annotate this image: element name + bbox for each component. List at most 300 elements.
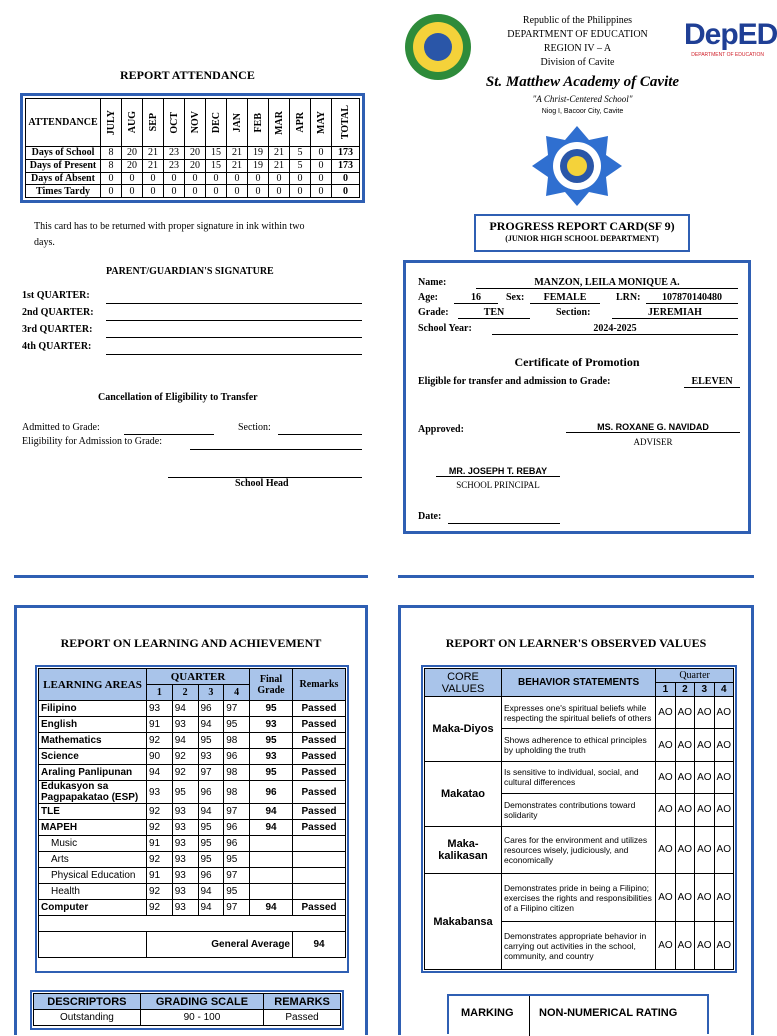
learning-area: Filipino: [39, 701, 147, 717]
attendance-corner-header: ATTENDANCE: [26, 99, 101, 147]
attendance-row: [26, 172, 360, 185]
remarks: Passed: [293, 749, 346, 765]
quarter-grade: 92: [172, 765, 198, 781]
attendance-cell: 5: [290, 147, 311, 160]
attendance-cell: 21: [143, 159, 164, 172]
values-rating: AO: [695, 922, 714, 970]
behavior-statement: Shows adherence to ethical principles by upholding the truth: [502, 729, 656, 761]
attendance-cell: 0: [332, 185, 360, 198]
values-rating: AO: [656, 761, 675, 793]
month-header: [206, 99, 227, 147]
month-header-label: NOV: [189, 111, 201, 134]
behavior-statement: Demonstrates appropriate behavior in carrying out activities in the school, community, and country: [502, 922, 656, 970]
attendance-cell: 0: [164, 185, 185, 198]
student-section: JEREMIAH: [612, 307, 738, 319]
values-rating: AO: [695, 729, 714, 761]
month-header: [311, 99, 332, 147]
attendance-cell: 0: [269, 172, 290, 185]
month-header-label: SEP: [147, 113, 159, 132]
cancellation-title: Cancellation of Eligibility to Transfer: [98, 392, 258, 403]
quarter-grade: 91: [147, 836, 173, 852]
quarter-grade: 95: [198, 836, 224, 852]
quarter-grade: 90: [147, 749, 173, 765]
learning-area: Health: [39, 884, 147, 900]
scale-outstanding: 90 - 100: [140, 1010, 263, 1026]
quarter-grade: 92: [147, 852, 173, 868]
quarter-grade: 93: [172, 868, 198, 884]
attendance-cell: 0: [227, 172, 248, 185]
remarks: [293, 852, 346, 868]
descriptors-header: DESCRIPTORS: [34, 994, 141, 1010]
month-header-label: FEB: [252, 112, 264, 133]
school-address: Niog I, Bacoor City, Cavite: [541, 108, 624, 115]
month-header: [164, 99, 185, 147]
eligibility-line: [190, 449, 362, 450]
remarks: Passed: [293, 733, 346, 749]
attendance-cell: 0: [122, 172, 143, 185]
quarter-grade: 91: [147, 717, 173, 733]
sex-label: Sex:: [506, 292, 525, 303]
learning-areas-header: LEARNING AREAS: [39, 669, 147, 701]
final-grade: 96: [250, 781, 293, 804]
signature-line: [106, 320, 362, 321]
school-head-label: School Head: [235, 478, 289, 489]
quarter-grade: 93: [147, 781, 173, 804]
quarter-grade: 92: [172, 749, 198, 765]
values-rating: AO: [695, 874, 714, 922]
attendance-cell: 8: [101, 159, 122, 172]
behavior-statement: Expresses one's spiritual beliefs while respecting the spiritual beliefs of others: [502, 697, 656, 729]
quarter-grade: 92: [147, 900, 173, 916]
values-rating: AO: [656, 794, 675, 826]
attendance-cell: 21: [269, 147, 290, 160]
learning-area: Computer: [39, 900, 147, 916]
learning-row: [39, 749, 346, 765]
values-title: REPORT ON LEARNER'S OBSERVED VALUES: [445, 636, 707, 650]
quarter-grade: 94: [172, 733, 198, 749]
header-line3: REGION IV – A: [543, 43, 612, 54]
fold-line-left: [14, 575, 368, 578]
quarter-grade: 95: [198, 852, 224, 868]
quarter-grade: 95: [224, 852, 250, 868]
final-grade: 95: [250, 701, 293, 717]
core-value: Makabansa: [425, 874, 502, 970]
quarter-grade: 97: [224, 900, 250, 916]
principal-name: MR. JOSEPH T. REBAY: [436, 466, 560, 477]
month-header: [248, 99, 269, 147]
attendance-row: [26, 185, 360, 198]
values-rating: AO: [675, 922, 694, 970]
section-label: Section:: [238, 422, 271, 433]
deped-logo: [684, 18, 777, 58]
school-year: 2024-2025: [492, 323, 738, 335]
learning-area: Araling Panlipunan: [39, 765, 147, 781]
final-grade: [250, 884, 293, 900]
values-rating: AO: [714, 697, 733, 729]
values-rating: AO: [695, 697, 714, 729]
learning-area: Mathematics: [39, 733, 147, 749]
quarter-grade: 97: [224, 804, 250, 820]
division-seal-logo: [405, 14, 471, 80]
remarks: [293, 884, 346, 900]
values-rating: AO: [714, 922, 733, 970]
remarks: Passed: [293, 717, 346, 733]
learning-row: [39, 852, 346, 868]
quarter-grade: 96: [224, 836, 250, 852]
learning-row: [39, 836, 346, 852]
quarter-grade: 98: [224, 733, 250, 749]
final-grade: 93: [250, 717, 293, 733]
values-quarter-number: 3: [695, 683, 714, 697]
general-average-row: [39, 932, 346, 958]
values-quarter-number: 4: [714, 683, 733, 697]
quarter-grade: 95: [198, 733, 224, 749]
signature-line: [106, 337, 362, 338]
attendance-row-label: Days of Present: [26, 159, 101, 172]
final-grade: 94: [250, 820, 293, 836]
month-header: [290, 99, 311, 147]
admitted-label: Admitted to Grade:: [22, 422, 100, 433]
attendance-row-label: Days of Absent: [26, 172, 101, 185]
student-sex: FEMALE: [530, 292, 600, 304]
behavior-header: BEHAVIOR STATEMENTS: [502, 669, 656, 697]
month-header-label: JULY: [105, 109, 117, 136]
quarter-number-header: 4: [224, 685, 250, 701]
attendance-table: [25, 98, 360, 198]
signature-quarter-label: 4th QUARTER:: [22, 341, 92, 352]
quarter-grade: 97: [224, 701, 250, 717]
values-table-box: [421, 665, 737, 973]
final-grade: [250, 868, 293, 884]
learning-table: [38, 668, 346, 958]
quarter-grade: 93: [172, 852, 198, 868]
card-title: PROGRESS REPORT CARD(SF 9): [489, 219, 675, 233]
student-grade: TEN: [458, 307, 530, 319]
quarter-grade: 93: [172, 884, 198, 900]
general-average-label: General Average: [147, 932, 293, 958]
quarter-grade: 93: [172, 820, 198, 836]
quarter-grade: 94: [198, 717, 224, 733]
student-age: 16: [454, 292, 498, 304]
core-value: Maka-Diyos: [425, 697, 502, 762]
attendance-row-label: Days of School: [26, 147, 101, 160]
values-rating: AO: [656, 729, 675, 761]
month-header: [143, 99, 164, 147]
learning-title: REPORT ON LEARNING AND ACHIEVEMENT: [60, 636, 322, 650]
final-grade-header: Final Grade: [250, 669, 293, 701]
values-rating: AO: [714, 794, 733, 826]
header-line2: DEPARTMENT OF EDUCATION: [507, 29, 648, 40]
marking-header: MARKING: [461, 1007, 514, 1019]
card-title-box: [474, 214, 690, 252]
school-seal-logo: [532, 126, 622, 206]
core-value: Makatao: [425, 761, 502, 826]
quarter-grade: 91: [147, 868, 173, 884]
attendance-cell: 20: [122, 147, 143, 160]
signature-line: [106, 303, 362, 304]
quarter-grade: 93: [147, 701, 173, 717]
core-values-header: CORE VALUES: [425, 669, 502, 697]
values-rating: AO: [675, 826, 694, 874]
values-rating: AO: [675, 761, 694, 793]
final-grade: 94: [250, 804, 293, 820]
name-label: Name:: [418, 277, 447, 288]
month-header: [227, 99, 248, 147]
month-header: [101, 99, 122, 147]
quarter-number-header: 2: [172, 685, 198, 701]
quarter-grade: 95: [224, 884, 250, 900]
section-field-label: Section:: [556, 307, 591, 318]
quarter-grade: 96: [198, 868, 224, 884]
learning-area: Edukasyon sa Pagpapakatao (ESP): [39, 781, 147, 804]
quarter-number-header: 3: [198, 685, 224, 701]
descriptors-table: [33, 993, 341, 1026]
attendance-cell: 0: [143, 185, 164, 198]
behavior-statement: Cares for the environment and utilizes resources wisely, judiciously, and economically: [502, 826, 656, 874]
quarter-grade: 94: [198, 804, 224, 820]
month-header-label: TOTAL: [340, 105, 351, 140]
final-grade: 95: [250, 765, 293, 781]
month-header: [269, 99, 290, 147]
month-header-label: APR: [294, 112, 306, 133]
signature-quarter-label: 3rd QUARTER:: [22, 324, 93, 335]
month-header-label: MAR: [273, 110, 285, 135]
header-text: [480, 14, 675, 70]
quarter-grade: 92: [147, 733, 173, 749]
attendance-cell: 0: [290, 185, 311, 198]
values-table: [424, 668, 734, 970]
month-header: [332, 99, 360, 147]
attendance-cell: 23: [164, 147, 185, 160]
values-row: [425, 874, 734, 922]
values-quarter-number: 2: [675, 683, 694, 697]
return-note: This card has to be returned with proper signature in ink within two days.: [34, 221, 305, 248]
attendance-cell: 19: [248, 147, 269, 160]
attendance-cell: 0: [248, 185, 269, 198]
values-rating: AO: [695, 761, 714, 793]
remarks-header: Remarks: [293, 669, 346, 701]
attendance-row-label: Times Tardy: [26, 185, 101, 198]
values-row: [425, 761, 734, 793]
behavior-statement: Is sensitive to individual, social, and cultural differences: [502, 761, 656, 793]
quarter-header: QUARTER: [147, 669, 250, 685]
attendance-cell: 0: [311, 147, 332, 160]
header-line4: Division of Cavite: [540, 57, 615, 68]
month-header-label: JAN: [231, 112, 243, 133]
learning-row: [39, 884, 346, 900]
values-quarter-header: Quarter: [656, 669, 734, 683]
learning-row: [39, 765, 346, 781]
values-rating: AO: [714, 729, 733, 761]
signature-quarter-label: 2nd QUARTER:: [22, 307, 94, 318]
learning-row: [39, 717, 346, 733]
age-label: Age:: [418, 292, 438, 303]
eligible-label: Eligible for transfer and admission to Grade:: [418, 376, 611, 387]
principal-role: SCHOOL PRINCIPAL: [456, 480, 540, 490]
school-motto: "A Christ-Centered School": [532, 94, 633, 104]
attendance-box: [20, 93, 365, 203]
learning-row: [39, 733, 346, 749]
lrn-label: LRN:: [616, 292, 641, 303]
student-lrn: 107870140480: [646, 292, 738, 304]
general-average-blank: [39, 932, 147, 958]
attendance-cell: 20: [185, 147, 206, 160]
attendance-cell: 0: [290, 172, 311, 185]
remarks: Passed: [293, 701, 346, 717]
values-row: [425, 697, 734, 729]
final-grade: 95: [250, 733, 293, 749]
month-header-label: DEC: [210, 111, 222, 134]
remarks: [293, 868, 346, 884]
quarter-grade: 93: [198, 749, 224, 765]
eligible-grade: ELEVEN: [684, 376, 740, 388]
certificate-title: Certificate of Promotion: [514, 355, 640, 369]
school-year-label: School Year:: [418, 323, 472, 334]
behavior-statement: Demonstrates contributions toward solidarity: [502, 794, 656, 826]
quarter-grade: 96: [224, 749, 250, 765]
quarter-grade: 92: [147, 884, 173, 900]
attendance-cell: 0: [206, 172, 227, 185]
month-header-label: AUG: [126, 111, 138, 134]
attendance-cell: 20: [185, 159, 206, 172]
remark-outstanding: Passed: [264, 1010, 341, 1026]
remarks: [293, 836, 346, 852]
quarter-grade: 97: [198, 765, 224, 781]
attendance-cell: 0: [143, 172, 164, 185]
values-rating: AO: [656, 826, 675, 874]
behavior-statement: Demonstrates pride in being a Filipino; exercises the rights and responsibilities of a Filipino citizen: [502, 874, 656, 922]
attendance-cell: 21: [269, 159, 290, 172]
attendance-cell: 5: [290, 159, 311, 172]
attendance-cell: 15: [206, 159, 227, 172]
learning-table-box: [35, 665, 349, 973]
final-grade: [250, 836, 293, 852]
attendance-cell: 21: [143, 147, 164, 160]
remarks: Passed: [293, 820, 346, 836]
learning-row: [39, 701, 346, 717]
values-rating: AO: [656, 697, 675, 729]
remarks: Passed: [293, 781, 346, 804]
general-average-value: 94: [293, 932, 346, 958]
quarter-grade: 97: [224, 868, 250, 884]
attendance-cell: 0: [206, 185, 227, 198]
remarks: Passed: [293, 900, 346, 916]
descriptors-box: [30, 990, 344, 1030]
quarter-grade: 92: [147, 820, 173, 836]
attendance-cell: 20: [122, 159, 143, 172]
learning-area: Arts: [39, 852, 147, 868]
quarter-grade: 92: [147, 804, 173, 820]
quarter-grade: 93: [172, 717, 198, 733]
values-rating: AO: [675, 697, 694, 729]
month-header: [122, 99, 143, 147]
values-rating: AO: [675, 729, 694, 761]
quarter-grade: 95: [198, 820, 224, 836]
quarter-grade: 94: [198, 884, 224, 900]
month-header-label: OCT: [168, 111, 180, 134]
section-line: [278, 434, 362, 435]
learning-row: [39, 900, 346, 916]
learning-area: TLE: [39, 804, 147, 820]
card-subtitle: (JUNIOR HIGH SCHOOL DEPARTMENT): [505, 234, 659, 243]
adviser-role: ADVISER: [633, 437, 673, 447]
attendance-cell: 173: [332, 159, 360, 172]
core-value: Maka-kalikasan: [425, 826, 502, 874]
grade-label: Grade:: [418, 307, 449, 318]
attendance-cell: 0: [332, 172, 360, 185]
quarter-grade: 93: [172, 836, 198, 852]
approved-label: Approved:: [418, 424, 464, 435]
remarks: Passed: [293, 804, 346, 820]
grading-scale-header: GRADING SCALE: [140, 994, 263, 1010]
student-info-box: [403, 260, 751, 534]
values-rating: AO: [695, 826, 714, 874]
school-name: St. Matthew Academy of Cavite: [485, 74, 680, 90]
learning-area: English: [39, 717, 147, 733]
signature-quarter-label: 1st QUARTER:: [22, 290, 90, 301]
attendance-cell: 173: [332, 147, 360, 160]
attendance-cell: 0: [311, 159, 332, 172]
values-rating: AO: [675, 874, 694, 922]
month-header-label: MAY: [315, 111, 327, 134]
adviser-name: MS. ROXANE G. NAVIDAD: [566, 422, 740, 433]
eligibility-label: Eligibility for Admission to Grade:: [22, 436, 162, 447]
learning-area: Science: [39, 749, 147, 765]
attendance-cell: 15: [206, 147, 227, 160]
values-row: [425, 826, 734, 874]
admitted-line: [124, 434, 214, 435]
quarter-grade: 98: [224, 765, 250, 781]
learning-panel: [14, 605, 368, 1035]
quarter-grade: 96: [198, 701, 224, 717]
attendance-cell: 21: [227, 147, 248, 160]
values-rating: AO: [714, 761, 733, 793]
quarter-number-header: 1: [147, 685, 173, 701]
attendance-cell: 21: [227, 159, 248, 172]
values-rating: AO: [656, 922, 675, 970]
non-numerical-header: NON-NUMERICAL RATING: [539, 1007, 678, 1019]
quarter-grade: 93: [172, 804, 198, 820]
values-rating: AO: [695, 794, 714, 826]
values-rating: AO: [714, 826, 733, 874]
quarter-grade: 94: [198, 900, 224, 916]
attendance-cell: 0: [101, 185, 122, 198]
quarter-grade: 94: [172, 701, 198, 717]
learning-row: [39, 868, 346, 884]
attendance-cell: 0: [122, 185, 143, 198]
empty-cell: [39, 916, 346, 932]
quarter-grade: 98: [224, 781, 250, 804]
marking-box: [447, 994, 709, 1034]
learning-row: [39, 781, 346, 804]
attendance-cell: 0: [227, 185, 248, 198]
values-rating: AO: [656, 874, 675, 922]
learning-area: Physical Education: [39, 868, 147, 884]
fold-line-right: [398, 575, 754, 578]
learning-row: [39, 804, 346, 820]
attendance-cell: 8: [101, 147, 122, 160]
final-grade: 94: [250, 900, 293, 916]
attendance-cell: 0: [164, 172, 185, 185]
quarter-grade: 96: [224, 820, 250, 836]
deped-logo-sub: DEPARTMENT OF EDUCATION: [691, 52, 764, 58]
deped-logo-text: DepED: [684, 18, 777, 51]
date-label: Date:: [418, 511, 442, 522]
attendance-cell: 0: [185, 185, 206, 198]
quarter-grade: 94: [147, 765, 173, 781]
parent-sig-title: PARENT/GUARDIAN'S SIGNATURE: [106, 266, 274, 277]
quarter-grade: 96: [198, 781, 224, 804]
